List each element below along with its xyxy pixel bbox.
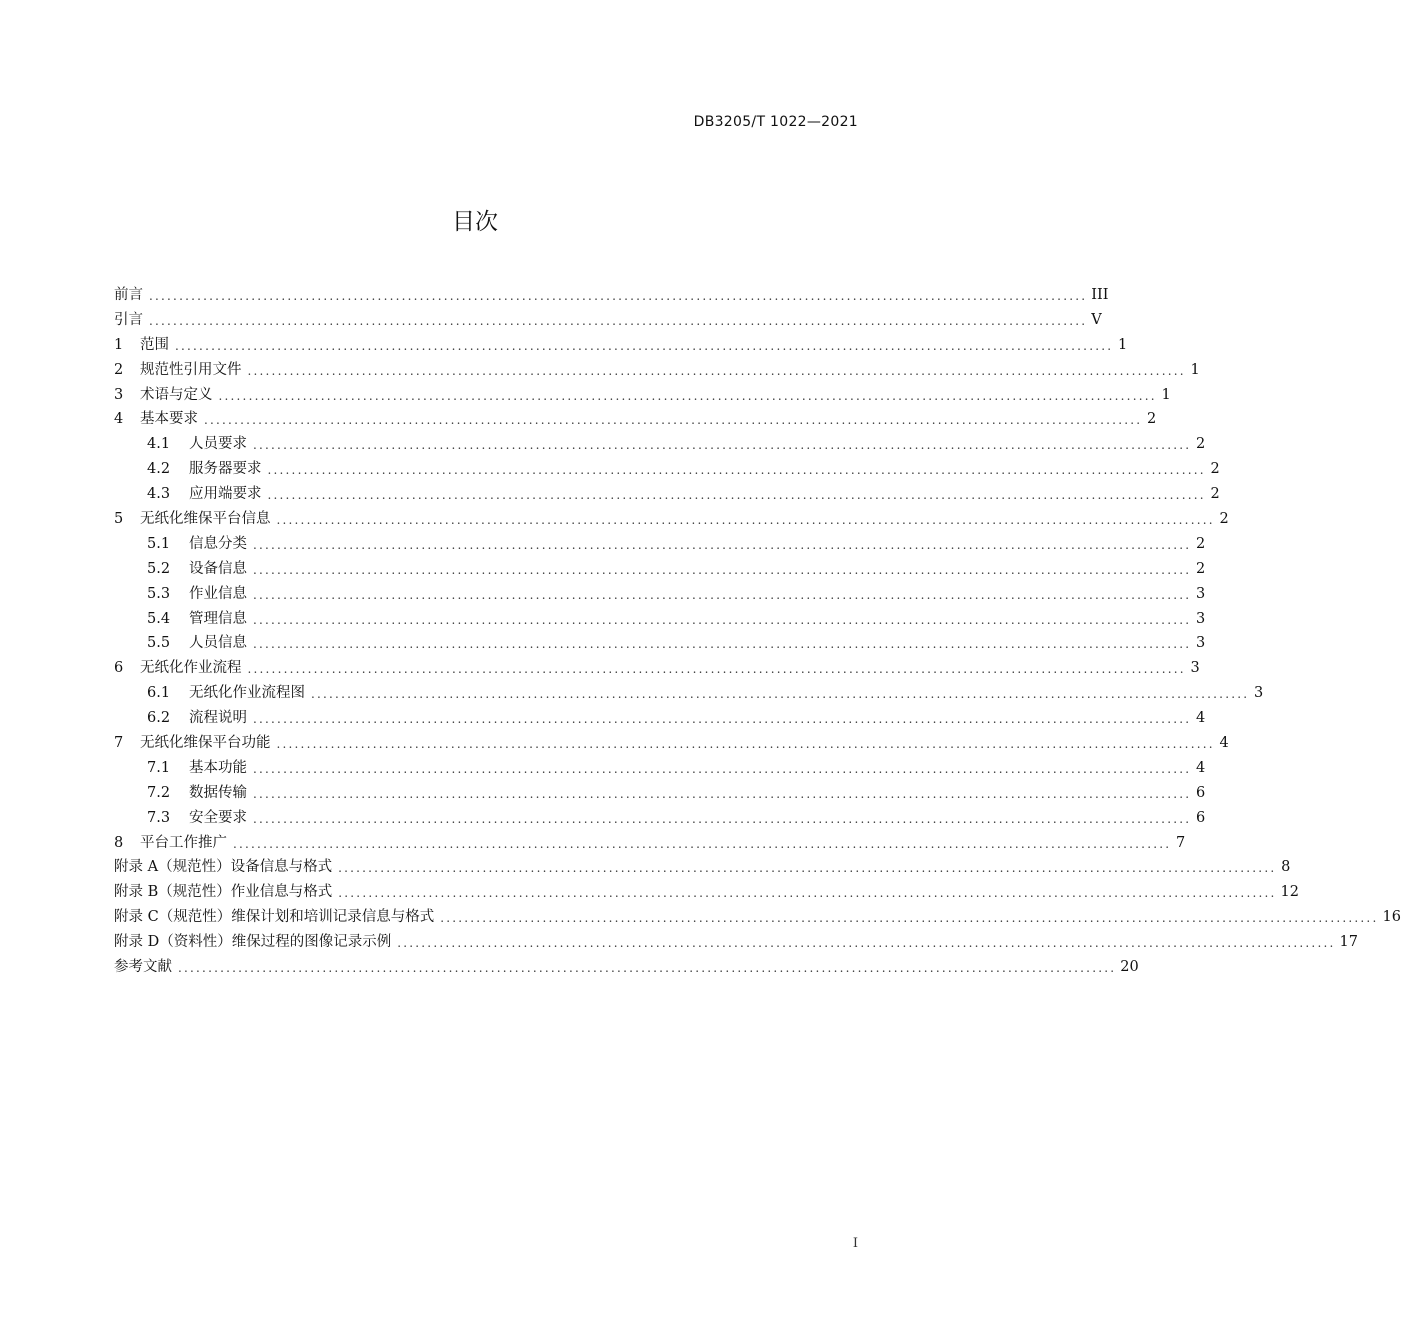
toc-entry-page: 17: [1339, 934, 1358, 951]
toc-dot-leader: ............................................................................................................................................................: [267, 463, 1206, 478]
toc-entry[interactable]: [114, 607, 1206, 632]
toc-entry-label: 服务器要求: [189, 461, 262, 478]
toc-entry[interactable]: [114, 880, 1299, 905]
toc-dot-leader: ............................................................................................................................................................: [311, 687, 1250, 702]
toc-entry-number: 4.1: [147, 436, 171, 453]
toc-dot-leader: ............................................................................................................................................................: [233, 836, 1172, 851]
toc-entry-page: 2: [1196, 535, 1206, 552]
toc-entry-label: 管理信息: [189, 610, 247, 627]
toc-dot-leader: ............................................................................................................................................................: [253, 438, 1192, 453]
toc-entry[interactable]: [114, 333, 1128, 358]
toc-entry-page: 4: [1196, 710, 1206, 727]
toc-entry-number: 3: [114, 386, 124, 403]
toc-entry[interactable]: [114, 731, 1229, 756]
toc-entry[interactable]: [114, 432, 1206, 457]
toc-entry-page: 3: [1196, 635, 1206, 652]
toc-entry-label: 规范性引用文件: [140, 361, 242, 378]
toc-entry-page: 3: [1254, 685, 1264, 702]
toc-entry-page: 16: [1382, 909, 1401, 926]
toc-entry[interactable]: [114, 681, 1264, 706]
toc-dot-leader: ............................................................................................................................................................: [397, 936, 1336, 951]
toc-entry-number: 4.3: [147, 486, 171, 503]
toc-entry-label: 设备信息: [189, 560, 247, 577]
toc-entry-number: 2: [114, 361, 124, 378]
toc-dot-leader: ............................................................................................................................................................: [253, 637, 1192, 652]
toc-entry[interactable]: [114, 557, 1206, 582]
toc-entry-page: 2: [1147, 411, 1157, 428]
toc-entry-page: 1: [1118, 336, 1128, 353]
toc-entry-label: 附录 B（规范性）作业信息与格式: [114, 884, 333, 901]
toc-entry-page: III: [1091, 287, 1109, 303]
toc-entry[interactable]: [114, 482, 1220, 507]
toc-entry-number: 5.2: [147, 560, 171, 577]
toc-dot-leader: ............................................................................................................................................................: [253, 587, 1192, 602]
page-title: 目次: [452, 209, 498, 235]
toc-entry-page: 8: [1281, 859, 1291, 876]
toc-entry-label: 无纸化维保平台信息: [140, 511, 271, 528]
toc-entry-label: 流程说明: [189, 710, 247, 727]
toc-dot-leader: ............................................................................................................................................................: [253, 811, 1192, 826]
toc-dot-leader: ............................................................................................................................................................: [149, 313, 1088, 328]
toc-dot-leader: ............................................................................................................................................................: [247, 662, 1186, 677]
toc-dot-leader: ............................................................................................................................................................: [253, 712, 1192, 727]
toc-entry-label: 无纸化作业流程: [140, 660, 242, 677]
toc-entry-label: 前言: [114, 287, 143, 303]
toc-entry[interactable]: [114, 806, 1206, 831]
toc-entry-page: 2: [1210, 461, 1220, 478]
document-code: DB3205/T 1022—2021: [693, 114, 858, 130]
toc-dot-leader: ............................................................................................................................................................: [276, 737, 1215, 752]
toc-entry-label: 附录 A（规范性）设备信息与格式: [114, 859, 333, 876]
toc-entry-page: 12: [1280, 884, 1299, 901]
toc-dot-leader: ............................................................................................................................................................: [175, 338, 1114, 353]
toc-entry[interactable]: [114, 831, 1186, 856]
toc-entry[interactable]: [114, 582, 1206, 607]
toc-entry-page: V: [1091, 311, 1102, 328]
toc-dot-leader: ............................................................................................................................................................: [253, 612, 1192, 627]
toc-entry[interactable]: [114, 457, 1220, 482]
toc-dot-leader: ............................................................................................................................................................: [253, 562, 1192, 577]
toc-entry[interactable]: [114, 283, 1109, 308]
toc-entry-page: 4: [1219, 735, 1229, 752]
toc-entry-page: 3: [1190, 660, 1200, 677]
toc-entry[interactable]: [114, 308, 1102, 333]
toc-entry-label: 范围: [140, 336, 169, 353]
toc-entry-page: 2: [1196, 436, 1206, 453]
toc-entry[interactable]: [114, 955, 1139, 980]
toc-dot-leader: ............................................................................................................................................................: [440, 911, 1379, 926]
toc-entry-number: 7.1: [147, 759, 171, 776]
toc-entry-label: 安全要求: [189, 809, 247, 826]
toc-entry-number: 5.1: [147, 535, 171, 552]
toc-entry-page: 7: [1176, 834, 1186, 851]
toc-entry-number: 5: [114, 511, 124, 528]
toc-entry-label: 人员信息: [189, 635, 247, 652]
toc-entry-label: 术语与定义: [140, 386, 213, 403]
toc-entry-label: 平台工作推广: [140, 834, 227, 851]
toc-entry[interactable]: [114, 905, 1401, 930]
toc-entry[interactable]: [114, 358, 1200, 383]
toc-entry[interactable]: [114, 631, 1206, 656]
toc-dot-leader: ............................................................................................................................................................: [253, 537, 1192, 552]
toc-entry-number: 4.2: [147, 461, 171, 478]
toc-entry-label: 附录 D（资料性）维保过程的图像记录示例: [114, 934, 392, 951]
toc-entry-number: 8: [114, 834, 124, 851]
toc-entry[interactable]: [114, 781, 1206, 806]
toc-entry-number: 6.1: [147, 685, 171, 702]
toc-entry-number: 6: [114, 660, 124, 677]
toc-entry-page: 3: [1196, 610, 1206, 627]
toc-entry-label: 基本功能: [189, 759, 247, 776]
toc-dot-leader: ............................................................................................................................................................: [247, 363, 1186, 378]
toc-entry[interactable]: [114, 855, 1291, 880]
toc-entry[interactable]: [114, 507, 1229, 532]
toc-entry-label: 参考文献: [114, 959, 172, 976]
toc-dot-leader: ............................................................................................................................................................: [204, 413, 1143, 428]
toc-entry-page: 1: [1190, 361, 1200, 378]
toc-entry-page: 2: [1210, 486, 1220, 503]
toc-entry-label: 引言: [114, 311, 143, 328]
toc-entry[interactable]: [114, 706, 1206, 731]
toc-entry[interactable]: [114, 756, 1206, 781]
toc-entry-number: 5.4: [147, 610, 171, 627]
toc-entry-label: 无纸化维保平台功能: [140, 735, 271, 752]
toc-entry[interactable]: [114, 930, 1358, 955]
toc-entry[interactable]: [114, 532, 1206, 557]
toc-dot-leader: ............................................................................................................................................................: [267, 488, 1206, 503]
toc-entry-label: 作业信息: [189, 585, 247, 602]
toc-entry-label: 人员要求: [189, 436, 247, 453]
toc-entry-label: 信息分类: [189, 535, 247, 552]
page-number: I: [852, 1236, 858, 1251]
toc-entry-number: 4: [114, 411, 124, 428]
toc-dot-leader: ............................................................................................................................................................: [149, 289, 1088, 303]
toc-entry-label: 基本要求: [140, 411, 198, 428]
toc-dot-leader: ............................................................................................................................................................: [276, 513, 1215, 528]
toc-dot-leader: ............................................................................................................................................................: [253, 761, 1192, 776]
toc-entry-page: 4: [1196, 759, 1206, 776]
toc-entry-label: 应用端要求: [189, 486, 262, 503]
toc-entry-page: 20: [1120, 959, 1139, 976]
toc-entry-label: 无纸化作业流程图: [189, 685, 305, 702]
toc-dot-leader: ............................................................................................................................................................: [218, 388, 1157, 403]
table-of-contents: [114, 283, 1401, 980]
toc-dot-leader: ............................................................................................................................................................: [253, 786, 1192, 801]
toc-entry-number: 7: [114, 735, 124, 752]
toc-dot-leader: ............................................................................................................................................................: [338, 886, 1277, 901]
toc-entry-number: 7.3: [147, 809, 171, 826]
toc-entry-label: 数据传输: [189, 784, 247, 801]
toc-entry-number: 6.2: [147, 710, 171, 727]
toc-dot-leader: ............................................................................................................................................................: [178, 961, 1117, 976]
toc-entry-number: 5.3: [147, 585, 171, 602]
toc-entry-page: 6: [1196, 809, 1206, 826]
toc-entry-page: 3: [1196, 585, 1206, 602]
toc-entry[interactable]: [114, 656, 1200, 681]
toc-entry-number: 5.5: [147, 635, 171, 652]
toc-entry-label: 附录 C（规范性）维保计划和培训记录信息与格式: [114, 909, 435, 926]
toc-entry-page: 2: [1219, 511, 1229, 528]
toc-entry-number: 7.2: [147, 784, 171, 801]
toc-entry[interactable]: [114, 383, 1171, 408]
toc-dot-leader: ............................................................................................................................................................: [338, 861, 1277, 876]
toc-entry-page: 6: [1196, 784, 1206, 801]
toc-entry-number: 1: [114, 336, 124, 353]
toc-entry[interactable]: [114, 407, 1157, 432]
toc-entry-page: 2: [1196, 560, 1206, 577]
toc-entry-page: 1: [1161, 386, 1171, 403]
